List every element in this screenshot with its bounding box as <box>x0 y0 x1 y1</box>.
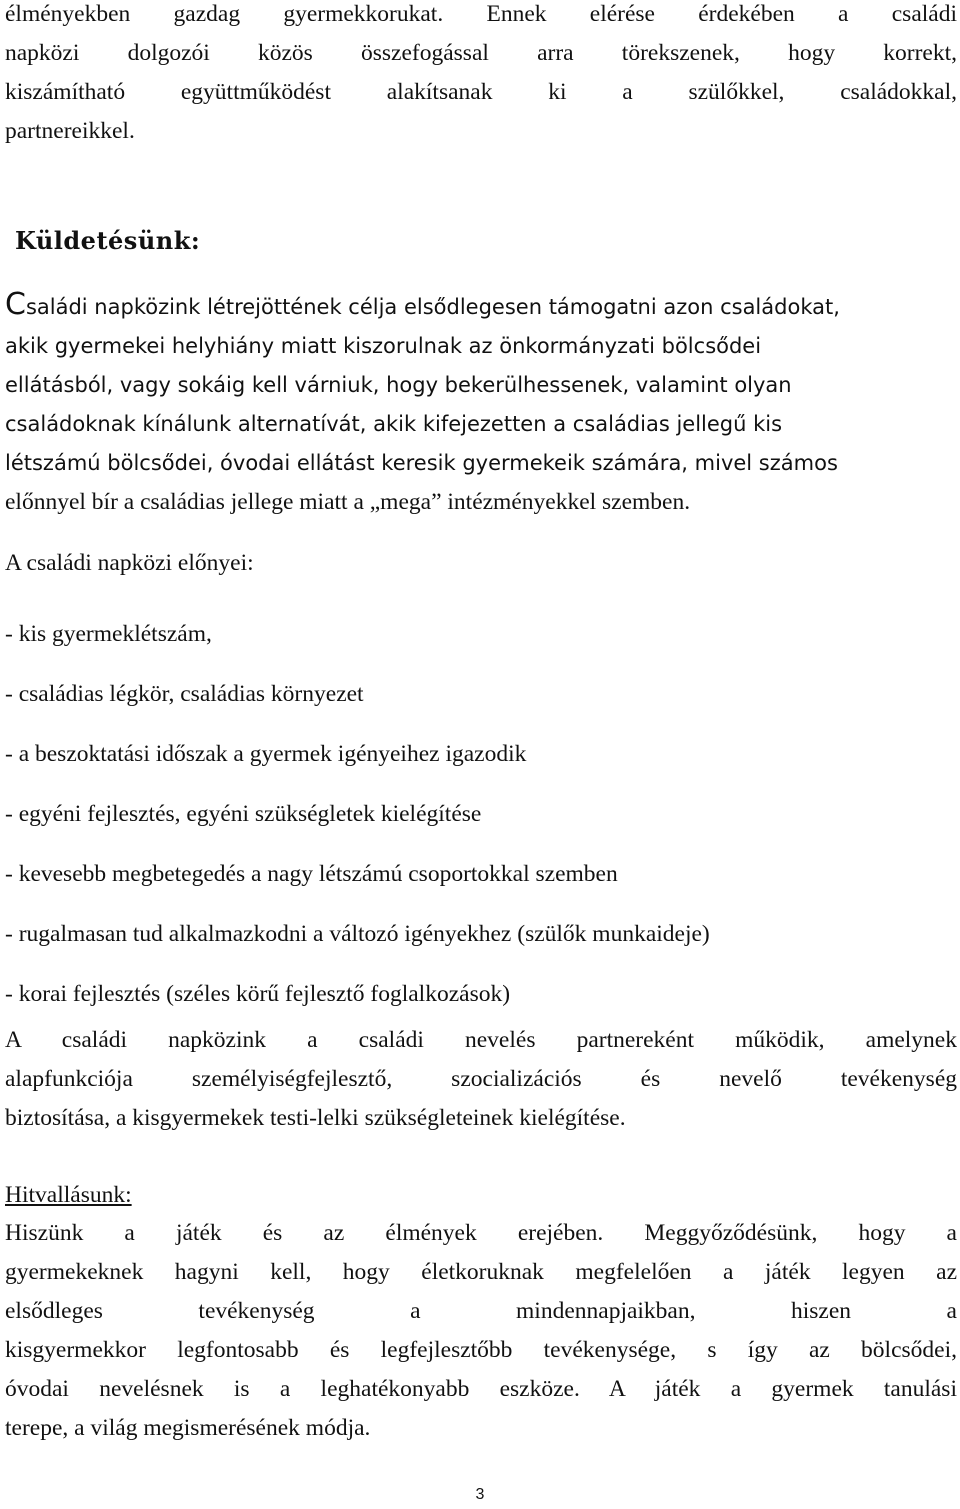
intro-line: élményekben gazdag gyermekkorukat. Ennek elérése érdekében a családi <box>5 1 957 27</box>
list-item: - korai fejlesztés (széles körű fejlesztő foglalkozások) <box>5 981 511 1007</box>
creed-line: óvodai nevelésnek is a leghatékonyabb eszköze. A játék a gyermek tanulási <box>5 1376 957 1402</box>
creed-line: terepe, a világ megismerésének módja. <box>5 1415 371 1441</box>
advantages-list <box>5 604 957 1024</box>
intro-line: kiszámítható együttműködést alakítsanak ki a szülőkkel, családokkal, <box>5 79 957 105</box>
advantages-title: A családi napközi előnyei: <box>5 550 254 576</box>
mission-line: ellátásból, vagy sokáig kell várniuk, hogy bekerülhessenek, valamint olyan <box>5 373 792 397</box>
partner-paragraph <box>5 1021 957 1138</box>
mission-line: családoknak kínálunk alternatívát, akik kifejezetten a családias jellegű kis <box>5 412 783 436</box>
partner-line: A családi napközink a családi nevelés partnereként működik, amelynek <box>5 1027 957 1053</box>
list-item: - egyéni fejlesztés, egyéni szükségletek kielégítése <box>5 801 482 827</box>
mission-line: létszámú bölcsődei, óvodai ellátást keresik gyermekeik számára, mivel számos <box>5 451 838 475</box>
partner-line: biztosítása, a kisgyermekek testi-lelki szükségleteinek kielégítése. <box>5 1105 626 1131</box>
list-item: - a beszoktatási időszak a gyermek igényeihez igazodik <box>5 741 527 767</box>
creed-heading: Hitvallásunk: <box>5 1182 132 1208</box>
list-item: - kevesebb megbetegedés a nagy létszámú csoportokkal szemben <box>5 861 618 887</box>
list-item: - családias légkör, családias környezet <box>5 681 364 707</box>
creed-line: elsődleges tevékenység a mindennapjaikban, hiszen a <box>5 1298 957 1324</box>
intro-line: napközi dolgozói közös összefogással arra törekszenek, hogy korrekt, <box>5 40 957 66</box>
page-number: 3 <box>475 1486 485 1503</box>
intro-line: partnereikkel. <box>5 118 135 144</box>
mission-line: előnnyel bír a családias jellege miatt a „mega” intézményekkel szemben. <box>5 489 691 515</box>
creed-line: Hiszünk a játék és az élmények erejében. Meggyőződésünk, hogy a <box>5 1220 957 1246</box>
intro-paragraph <box>5 0 957 151</box>
creed-line: kisgyermekkor legfontosabb és legfejlesztőbb tevékenysége, s így az bölcsődei, <box>5 1337 957 1363</box>
partner-line: alapfunkciója személyiségfejlesztő, szocializációs és nevelő tevékenység <box>5 1066 957 1092</box>
creed-line: gyermekeknek hagyni kell, hogy életkoruknak megfelelően a játék legyen az <box>5 1259 957 1285</box>
mission-line: saládi napközink létrejöttének célja elsődlegesen támogatni azon családokat, <box>25 295 840 319</box>
creed-paragraph <box>5 1214 957 1448</box>
mission-line: akik gyermekei helyhiány miatt kiszorulnak az önkormányzati bölcsődei <box>5 334 762 358</box>
drop-initial: C <box>5 287 26 322</box>
mission-heading: Küldetésünk: <box>15 226 201 255</box>
mission-paragraph <box>5 285 957 522</box>
mission-first-line <box>5 285 957 327</box>
list-item: - rugalmasan tud alkalmazkodni a változó igényekhez (szülők munkaideje) <box>5 921 710 947</box>
list-item: - kis gyermeklétszám, <box>5 621 212 647</box>
